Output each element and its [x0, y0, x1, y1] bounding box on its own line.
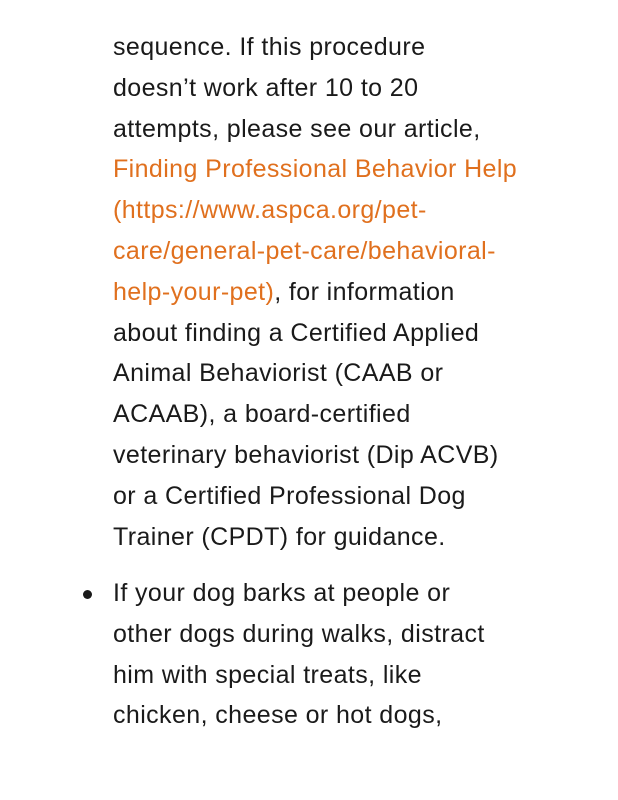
paragraph-line: doesn’t work after 10 to 20 [113, 73, 419, 102]
list-item-line: other dogs during walks, distract [113, 619, 485, 648]
article-link-title[interactable]: Finding Professional Behavior Help [113, 155, 518, 184]
paragraph-line: Animal Behaviorist (CAAB or [113, 359, 444, 388]
list-item-line: If your dog barks at people or [113, 579, 451, 607]
article-link-url[interactable]: (https://www.aspca.org/pet- [113, 196, 427, 225]
bullet-icon [83, 590, 92, 599]
paragraph-line: or a Certified Professional Dog [113, 481, 466, 510]
paragraph-line: ACAAB), a board-certified [113, 400, 411, 429]
body-paragraph [113, 27, 573, 557]
list-item-line: him with special treats, like [113, 660, 422, 689]
paragraph-line: attempts, please see our article, [113, 114, 481, 143]
paragraph-line: sequence. If this procedure [113, 33, 426, 61]
paragraph-line: Trainer (CPDT) for guidance. [113, 522, 446, 551]
paragraph-line [113, 272, 573, 313]
paragraph-line: veterinary behaviorist (Dip ACVB) [113, 440, 499, 469]
paragraph-text: , for information [274, 277, 455, 306]
list-item-text [113, 573, 573, 736]
article-link-url[interactable]: help-your-pet) [113, 277, 275, 306]
paragraph-line: about finding a Certified Applied [113, 318, 480, 347]
list-item-line: chicken, cheese or hot dogs, [113, 701, 443, 730]
article-link-url[interactable]: care/general-pet-care/behavioral- [113, 236, 496, 265]
